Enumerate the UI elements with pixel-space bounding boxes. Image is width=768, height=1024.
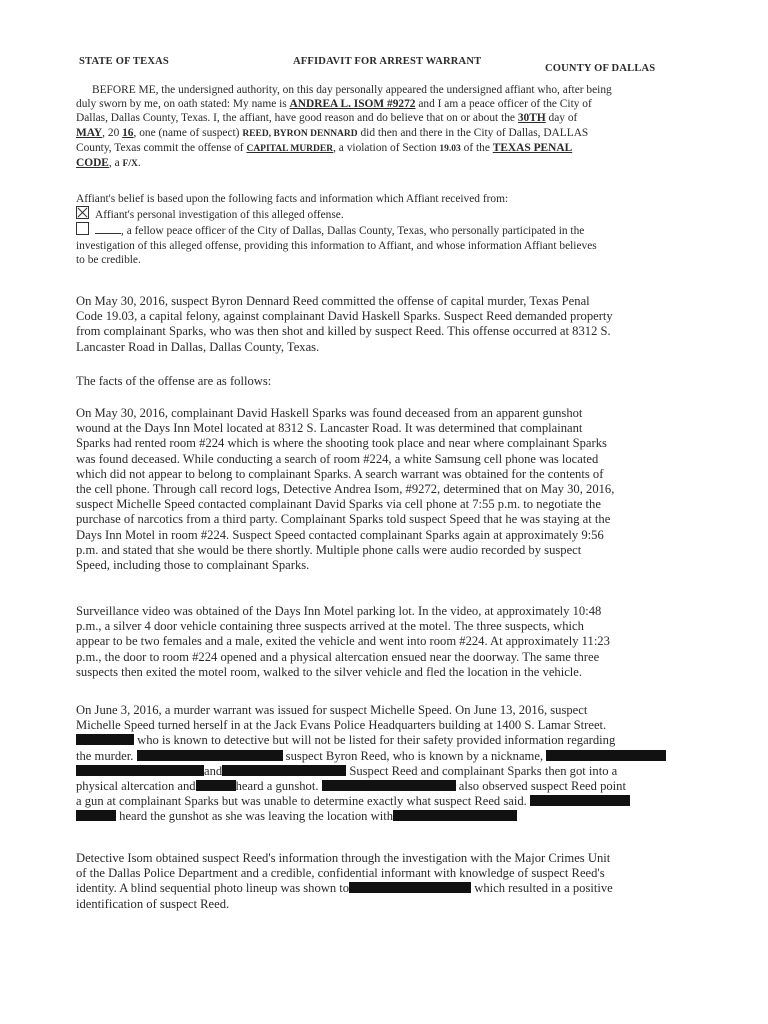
facts-line: p.m., the door to room #224 opened and a physical altercation ensued near the doorway. The same three	[76, 649, 600, 664]
intro-text: , a violation of Section	[333, 141, 440, 154]
redaction-bar	[196, 780, 236, 791]
facts-text: the murder.	[76, 748, 137, 763]
checkbox-checked[interactable]	[76, 206, 89, 219]
facts-line: p.m., a silver 4 door vehicle containing three suspects arrived at the motel. The three suspects, which	[76, 619, 584, 634]
intro-line-5	[76, 141, 688, 156]
intro-text: County, Texas commit the offense of	[76, 141, 247, 154]
belief-option-2	[76, 222, 688, 238]
belief-line-4: investigation of this alleged offense, providing this information to Affiant, and whose information Affiant believes	[76, 239, 597, 252]
section-number: 19.03	[439, 143, 461, 154]
facts-line: the cell phone. Through call record logs, Detective Andrea Isom, #9272, determined that on May 30, 2016,	[76, 482, 615, 497]
summary-line: Code 19.03, a capital felony, against complainant David Haskell Sparks. Suspect Reed demanded property	[76, 309, 613, 324]
offense-name: CAPITAL MURDER	[246, 143, 334, 154]
intro-text: , 20	[102, 126, 123, 139]
facts-text: which resulted in a positive	[471, 881, 613, 896]
facts-line: suspect Michelle Speed contacted complainant David Sparks via cell phone at 7:55 p.m. to negotiate the	[76, 497, 601, 512]
belief-paragraph	[76, 192, 688, 267]
intro-text: day of	[545, 112, 578, 125]
redaction-bar	[546, 750, 666, 761]
facts-paragraph-3	[76, 703, 688, 825]
facts-line: appear to be two females and a male, exited the vehicle and went into room #224. At approximately 11:23	[76, 634, 610, 649]
facts-line: suspects then exited the motel room, walked to the silver vehicle and fled the location in the vehicle.	[76, 664, 583, 679]
redaction-bar	[222, 765, 346, 776]
summary-line: from complainant Sparks, who was then shot and killed by suspect Reed. This offense occurred at 8312 S.	[76, 324, 611, 339]
officer-name: ANDREA L. ISOM #9272	[289, 98, 416, 111]
header-state: STATE OF TEXAS	[79, 56, 169, 67]
intro-text: of the	[460, 141, 493, 154]
facts-text: Suspect Reed and complainant Sparks then got into a	[346, 763, 618, 778]
facts-line: Surveillance video was obtained of the Days Inn Motel parking lot. In the video, at approximately 10:48	[76, 604, 602, 618]
facts-heading: The facts of the offense are as follows:	[76, 374, 272, 388]
redaction-bar	[76, 765, 204, 776]
intro-text: did then and there in the City of Dallas, DALLAS	[357, 126, 589, 139]
officer-blank	[95, 233, 121, 234]
redaction-bar	[530, 795, 630, 806]
facts-line: Days Inn Motel in room #224. Suspect Speed contacted complainant Sparks again at approximately 9:56	[76, 527, 604, 542]
felony-degree: F/X	[122, 159, 138, 170]
redaction-bar	[393, 810, 517, 821]
header-title: AFFIDAVIT FOR ARREST WARRANT	[293, 56, 482, 67]
facts-text: heard a gunshot.	[235, 779, 322, 794]
facts-line: On May 30, 2016, complainant David Haskell Sparks was found deceased from an apparent gunshot	[76, 406, 583, 420]
offense-year: 16	[122, 126, 134, 139]
summary-line: On May 30, 2016, suspect Byron Dennard Reed committed the offense of capital murder, Texas Penal	[76, 294, 590, 308]
facts-line	[76, 794, 688, 809]
facts-text: a gun at complainant Sparks but was unable to determine exactly what suspect Reed said.	[76, 794, 530, 809]
belief-option-1	[76, 206, 688, 222]
belief-line-5: to be credible.	[76, 253, 141, 266]
facts-text: heard the gunshot as she was leaving the location with	[116, 809, 393, 824]
intro-text: Dallas, Dallas County, Texas. I, the affiant, have good reason and do believe that on or about the	[76, 112, 518, 125]
intro-line-3	[76, 111, 688, 125]
intro-text: , a	[108, 157, 123, 170]
facts-line	[76, 764, 688, 779]
redaction-bar	[349, 882, 471, 893]
offense-month: MAY	[76, 126, 103, 139]
facts-line: was found deceased. While conducting a search of room #224, a white Samsung cell phone was located	[76, 451, 599, 466]
intro-text: duly sworn by me, on oath stated: My name is	[76, 98, 290, 111]
facts-line	[76, 779, 688, 794]
intro-line-1: BEFORE ME, the undersigned authority, on this day personally appeared the undersigned affiant who, after being	[92, 84, 612, 96]
penal-code-b: CODE	[76, 157, 109, 170]
facts-text: identity. A blind sequential photo lineup was shown to	[76, 881, 350, 896]
facts-line: Detective Isom obtained suspect Reed's information through the investigation with the Major Crimes Unit	[76, 851, 611, 865]
intro-line-6	[76, 156, 688, 171]
facts-text: also observed suspect Reed point	[455, 779, 626, 794]
facts-line: Speed, including those to complainant Sparks.	[76, 558, 310, 573]
intro-text: and I am a peace officer of the City of	[415, 98, 592, 111]
suspect-name: REED, BYRON DENNARD	[242, 128, 358, 139]
facts-line: of the Dallas Police Department and a credible, confidential informant with knowledge of suspect Reed's	[76, 866, 605, 881]
facts-line: Michelle Speed turned herself in at the Jack Evans Police Headquarters building at 1400 S. Lamar Street.	[76, 718, 607, 733]
offense-day: 30TH	[517, 112, 546, 125]
facts-paragraph-4	[76, 851, 688, 912]
facts-line: which did not appear to belong to complainant Sparks. A search warrant was obtained for the contents of	[76, 466, 604, 481]
belief-option-2-label: , a fellow peace officer of the City of Dallas, Dallas County, Texas, who personally participated in the	[121, 225, 585, 238]
facts-line	[76, 749, 688, 764]
facts-line: On June 3, 2016, a murder warrant was issued for suspect Michelle Speed. On June 13, 2016, suspect	[76, 703, 588, 717]
intro-paragraph	[76, 83, 688, 171]
redaction-bar	[76, 734, 134, 745]
belief-option-1-label: Affiant's personal investigation of this alleged offense.	[95, 209, 344, 222]
facts-text: who is known to detective but will not be listed for their safety provided information regarding	[134, 733, 616, 748]
facts-line	[76, 881, 688, 896]
facts-line: Sparks had rented room #224 which is where the shooting took place and near where complainant Sparks	[76, 436, 607, 451]
facts-line: p.m. and stated that she would be there shortly. Multiple phone calls were audio recorded by suspect	[76, 542, 582, 557]
redaction-bar	[322, 780, 456, 791]
facts-text: physical altercation and	[76, 779, 196, 794]
facts-paragraph-2	[76, 604, 688, 680]
redaction-bar	[137, 750, 283, 761]
intro-text: .	[137, 157, 141, 170]
facts-text: suspect Byron Reed, who is known by a nickname,	[282, 748, 547, 763]
facts-line: purchase of narcotics from a third party. Complainant Sparks told suspect Speed that he was staying at the	[76, 512, 611, 527]
facts-line	[76, 809, 688, 824]
intro-text: , one (name of suspect)	[133, 126, 243, 139]
intro-line-2	[76, 97, 688, 111]
intro-line-4	[76, 126, 688, 141]
facts-line: wound at the Days Inn Motel located at 8312 S. Lancaster Road. It was determined that complainant	[76, 421, 583, 436]
header-county: COUNTY OF DALLAS	[545, 63, 656, 74]
belief-line-1: Affiant's belief is based upon the following facts and information which Affiant received from:	[76, 193, 509, 205]
facts-line	[76, 733, 688, 748]
facts-paragraph-1	[76, 406, 688, 573]
redaction-bar	[76, 810, 116, 821]
checkbox-unchecked[interactable]	[76, 222, 89, 235]
summary-line: Lancaster Road in Dallas, Dallas County, Texas.	[76, 339, 320, 354]
penal-code-a: TEXAS PENAL	[492, 141, 573, 154]
facts-line: identification of suspect Reed.	[76, 896, 230, 911]
facts-text: and	[204, 763, 223, 778]
summary-paragraph	[76, 294, 688, 355]
